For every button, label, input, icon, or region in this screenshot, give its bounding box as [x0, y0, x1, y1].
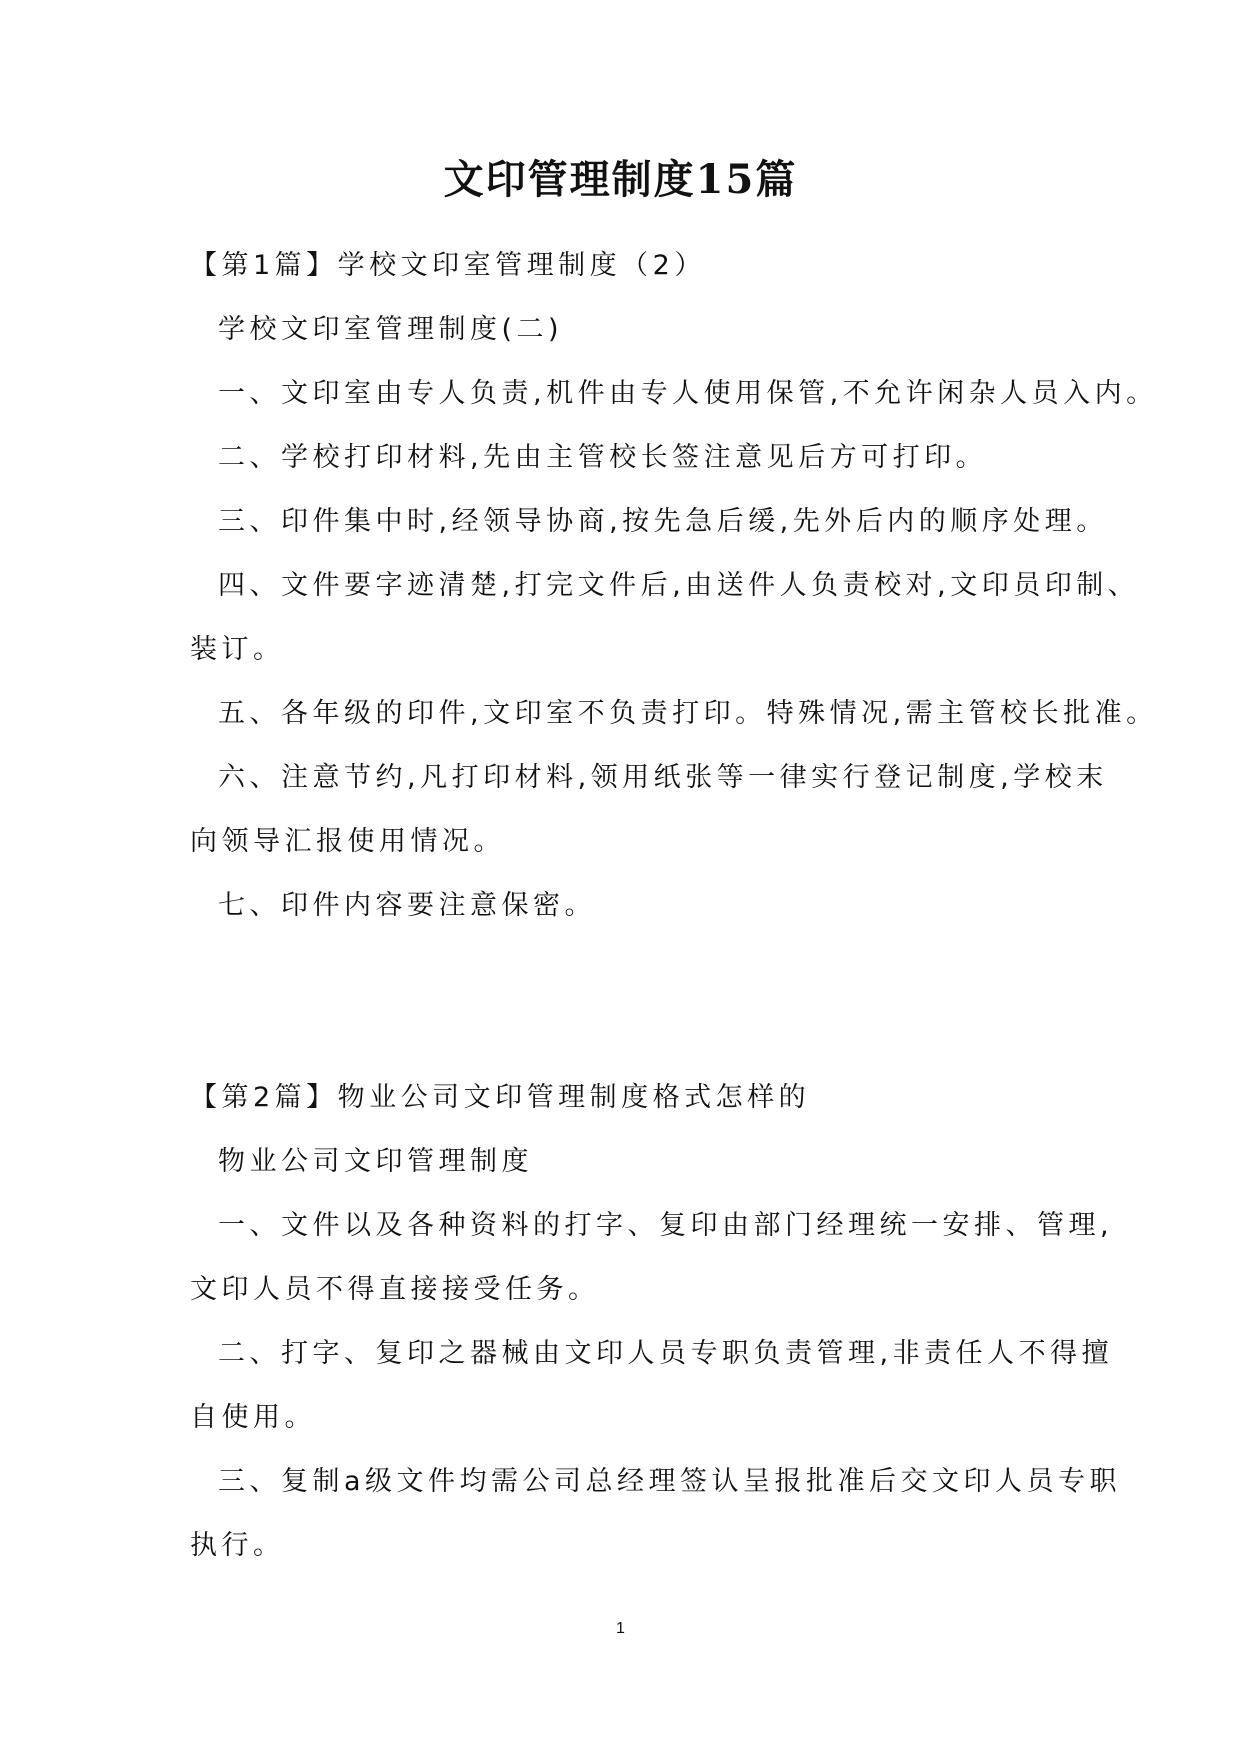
- section2-paragraph-1-line-1: 一、文件以及各种资料的打字、复印由部门经理统一安排、管理,: [218, 1210, 1114, 1241]
- section2-paragraph-3-line-1: 三、复制a级文件均需公司总经理签认呈报批准后交文印人员专职: [218, 1466, 1122, 1497]
- section1-paragraph-7: 七、印件内容要注意保密。: [218, 890, 596, 921]
- section1-paragraph-1: 一、文印室由专人负责,机件由专人使用保管,不允许闲杂人员入内。: [218, 378, 1158, 409]
- section1-heading: 【第1篇】学校文印室管理制度（2）: [190, 250, 706, 281]
- section1-paragraph-6-line-2: 向领导汇报使用情况。: [190, 826, 505, 857]
- section2-heading: 【第2篇】物业公司文印管理制度格式怎样的: [190, 1082, 811, 1113]
- section1-paragraph-5: 五、各年级的印件,文印室不负责打印。特殊情况,需主管校长批准。: [218, 698, 1158, 729]
- section1-paragraph-4-line-2: 装订。: [190, 634, 285, 665]
- section2-paragraph-2-line-2: 自使用。: [190, 1402, 316, 1433]
- document-title: 文印管理制度15篇: [443, 156, 798, 203]
- section1-subtitle: 学校文印室管理制度(二): [218, 314, 564, 345]
- section1-paragraph-4-line-1: 四、文件要字迹清楚,打完文件后,由送件人负责校对,文印员印制、: [218, 570, 1140, 601]
- section1-paragraph-6-line-1: 六、注意节约,凡打印材料,领用纸张等一律实行登记制度,学校末: [218, 762, 1108, 793]
- section2-paragraph-3-line-2: 执行。: [190, 1530, 285, 1561]
- section1-paragraph-2: 二、学校打印材料,先由主管校长签注意见后方可打印。: [218, 442, 988, 473]
- page-number: 1: [616, 1620, 625, 1637]
- section2-paragraph-2-line-1: 二、打字、复印之器械由文印人员专职负责管理,非责任人不得擅: [218, 1338, 1114, 1369]
- section2-subtitle: 物业公司文印管理制度: [218, 1146, 533, 1177]
- section2-paragraph-1-line-2: 文印人员不得直接接受任务。: [190, 1274, 600, 1305]
- section1-paragraph-3: 三、印件集中时,经领导协商,按先急后缓,先外后内的顺序处理。: [218, 506, 1108, 537]
